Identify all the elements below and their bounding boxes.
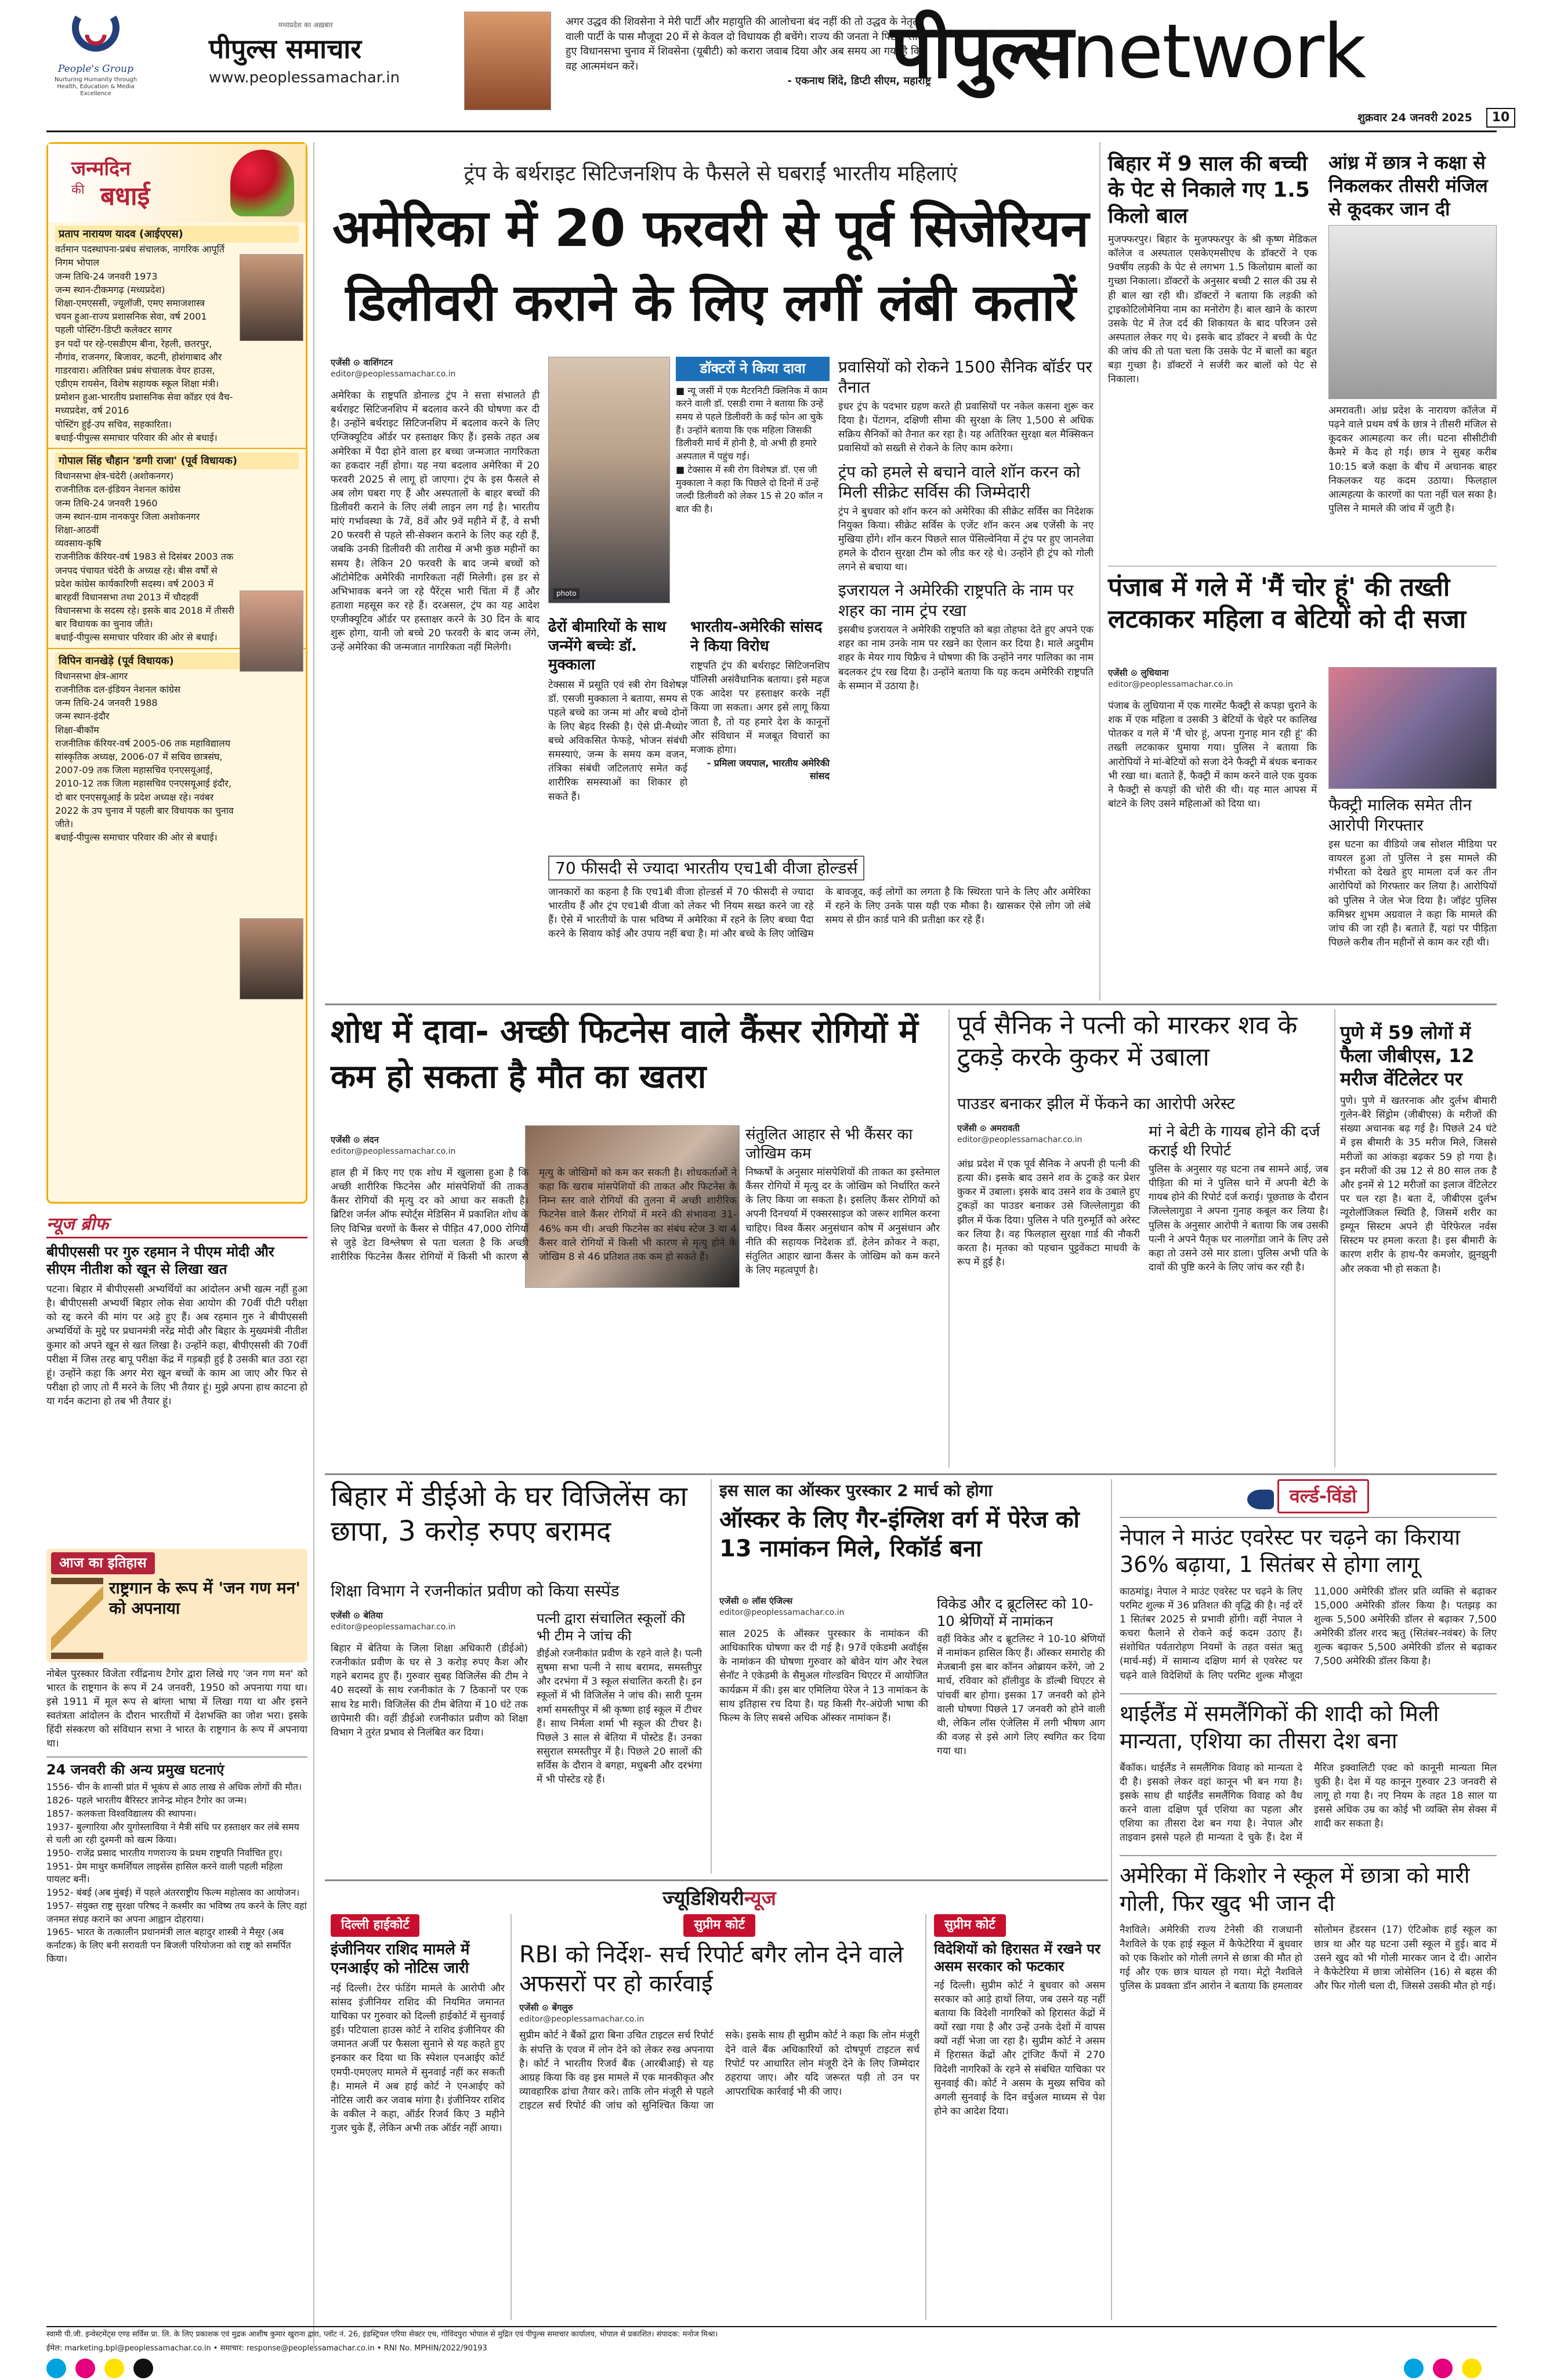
bihar-child-body: मुजफ्फरपुर। बिहार के मुजफ्फरपुर के श्री कृष्ण मेडिकल कॉलेज व अस्पताल एसकेएमसीएच के डॉक्टरों ने एक 9वर्षीय लड़की के पेट से लगभग 1.5 किलोग्राम बालों का गुच्छा निकाला। डॉक्टरों के अनुसार बच्ची 2 साल की उम्र से ही बाल खा रही थी। डॉक्टरों ने बताया कि लड़की को ट्राइकोटिलोमेनिया नाम का मनोरोग है। बाल खाने के कारण उसके पेट में तेज दर्द की शिकायत के बाद परिजन उसे अस्पताल लेकर गए थे। इसके बाद डॉक्टर ने बच्ची के पेट की जांच की तो पता चला कि उसके पेट में बालों का बहुत बड़ा गुच्छा है। डॉक्टरों ने सर्जरी कर बालों को पेट से निकाला। xyxy=(1108,234,1317,386)
history-box xyxy=(46,1549,307,2320)
oscar-wicked-body: वहीं विकेड और द ब्रूटलिस्ट ने 10-10 श्रेणियों में नामांकन हासिल किए हैं। ऑस्कर समारोह की मेजबानी इस बार कॉनन ओब्रायन करेंगे, जो 2 मार्च, रविवार को हॉलीवुड के डॉल्बी थिएटर से पांचवीं बार होगा। इसका 17 जनवरी को होने वाली घोषणा पिछले 17 जनवरी को होने वाली थी, लेकिन लॉस एंजेलिस में लगी भीषण आग की वजह से इसे आगे लिए स्थगित कर दिया गया था। xyxy=(937,1633,1105,1757)
birthday-box xyxy=(46,142,307,1204)
pune-story xyxy=(1340,1021,1497,1468)
quote-text: अगर उद्धव की शिवसेना ने मेरी पार्टी और महायुति की आलोचना बंद नहीं की तो उद्धव के नेतृत्व वाली पार्टी के पास मौजूदा 20 में से केवल दो विधायक ही बचेंगे। राज्य की जनता ने पिछले साल हुए विधानसभा चुनाव में शिवसेना (यूबीटी) को करारा जवाब दिया और अब समय आ गया है कि वह आत्ममंथन करें। xyxy=(566,16,925,73)
pune-body: पुणे। पुणे में खतरनाक और दुर्लभ बीमारी गुलेन-बैरे सिंड्रोम (जीबीएस) के मरीजों की संख्या अचानक बढ़ गई है। पिछले 24 घंटे में इस बीमारी के 35 मरीज मिले, जिससे मरीजों का आंकड़ा बढ़कर 59 हो गया है। इन मरीजों की उम्र 12 से 80 साल तक है और इनमें से 12 मरीजों का इलाज वेंटिलेटर पर चल रहा है। बता दें, जीबीएस दुर्लभ न्यूरोलॉजिकल स्थिति है, जिसमें शरीर का इम्यून सिस्टम अपने ही पेरिफेरल नर्वस सिस्टम पर हमला करता है। इस बीमारी के कारण शरीर के हाथ-पैर कमजोर, झुनझुनी और लकवा भी हो सकता है। xyxy=(1340,1095,1497,1275)
border-column xyxy=(838,357,1094,856)
judiciary-label-pre: ज्यूडिशियरी xyxy=(662,1887,744,1910)
punjab-body: पंजाब के लुधियाना में एक गारमेंट फैक्ट्री से कपड़ा चुराने के शक में एक महिला व उसकी 3 बेटियों के चेहरे पर कालिख पोतकर व गले में 'मैं चोर हूं, अपना गुनाह मान रही हूं' की तख्ती लटकाकर घुमाया गया। पुलिस ने बताया कि आरोपियों ने मां-बेटियों को सजा देने फैक्ट्री में बंधक बनाकर भी रखा था। बताते हैं, फैक्ट्री में काम करने वाले एक युवक ने फैक्ट्री से कपड़ों की चोरी की थी। यह माल आपस में बांटने के लिए उसने महिलाओं को दिया था। xyxy=(1108,700,1317,810)
cancer-byline: एजेंसी ⊙ लंदन xyxy=(331,1135,379,1145)
andhra-headline: आंध्र में छात्र ने कक्षा से निकलकर तीसरी मंजिल से कूदकर जान दी xyxy=(1328,151,1488,220)
person-2-photo xyxy=(240,591,303,672)
deo-school xyxy=(537,1610,702,1874)
everest-headline: नेपाल ने माउंट एवरेस्ट पर चढ़ने का किराया 36% बढ़ाया, 1 सितंबर से होगा लागू xyxy=(1120,1524,1461,1578)
group-tagline: Nurturing Humanity through Health, Education & Media Excellence xyxy=(54,76,137,97)
registration-magenta-right xyxy=(1433,2359,1453,2378)
judiciary-label xyxy=(603,1885,835,1911)
mp-box xyxy=(690,618,830,850)
doctor-body: ■ न्यू जर्सी में एक मैटरनिटी क्लिनिक में काम करने वाली डॉ. एसडी रामा ने बताया कि उन्हें समय से पहले डिलीवरी के कई फोन आ चुके हैं। उन्होंने बताया कि एक महिला जिसकी डिलीवरी मार्च में होनी है, वो अभी ही हमारे अस्पताल में पहुंच गई। ■ टेक्सास में स्त्री रोग विशेषज्ञ डॉ. एस जी मुक्काला ने कहा कि पिछले दो दिनों में उन्हें जल्दी डिलीवरी को लेकर 15 से 20 कॉल न बात की है। xyxy=(676,385,828,515)
person-2-details: विधानसभा क्षेत्र-चंदेरी (अशोकनगर) राजनीतिक दल-इंडियन नेशनल कांग्रेस जन्म तिथि-24 जनवरी 1960 जन्म स्थान-ग्राम नानकपुर जिला अशोकनगर शिक्षा-आठवीं व्यवसाय-कृषि राजनीतिक कॅरियर-वर्ष 1983 से दिसंबर 2003 तक जनपद पंचायत चंदेरी के अध्यक्ष रहे। बीस वर्षों से प्रदेश कांग्रेस कार्यकारिणी सदस्य। वर्ष 2003 में बारहवीं विधानसभा तथा 2013 में चौदहवीं विधानसभा के सदस्य रहे। इसके बाद 2018 में तीसरी बार विधायक का चुनाव जीते। बधाई-पीपुल्स समाचार परिवार की ओर से बधाई। xyxy=(55,470,234,643)
thai-headline: थाईलैंड में समलैंगिकों की शादी को मिली मान्यता, एशिया का तीसरा देश बना xyxy=(1120,1693,1497,1755)
punjab-owner-body: इस घटना का वीडियो जब सोशल मीडिया पर वायरल हुआ तो पुलिस ने इस मामले की गंभीरता को देखते हुए मामला दर्ज कर तीन आरोपियों को गिरफ्तार कर लिया है। आरोपियों को पुलिस ने जेल भेज दिया है। जॉइंट पुलिस कमिश्नर शुभम अग्रवाल ने कहा कि मामले की जांच की जा रही है। बताते हैं, यहां पर पीड़िता पिछले करीब तीन महीनों से काम कर रही थी। xyxy=(1328,839,1497,948)
visa-title: 70 फीसदी से ज्यादा भारतीय एच1बी वीजा होल्डर्स xyxy=(548,856,864,881)
registration-cyan xyxy=(46,2359,66,2378)
punjab-email[interactable]: editor@peoplessamachar.co.in xyxy=(1108,680,1233,689)
section-title-english: network xyxy=(1071,9,1366,95)
person-1-name: प्रताप नारायण यादव (आईएएस) xyxy=(55,226,299,242)
soldier-subhead: पाउडर बनाकर झील में फेंकने का आरोपी अरेस्ट xyxy=(957,1094,1235,1113)
globe-icon xyxy=(1247,1490,1274,1509)
mp-title: भारतीय-अमेरिकी सांसद ने किया विरोध xyxy=(690,618,823,655)
soldier-email[interactable]: editor@peoplessamachar.co.in xyxy=(957,1135,1082,1144)
birthday-title-top: जन्मदिन xyxy=(71,157,131,180)
punjab-byline-block xyxy=(1108,667,1317,695)
punjab-headline: पंजाब में गले में 'मैं चोर हूं' की तख्ती लटकाकर महिला व बेटियों को दी सजा xyxy=(1108,573,1467,634)
oscar-body: साल 2025 के ऑस्कर पुरस्कार के नामांकन की आधिकारिक घोषणा कर दी गई है। 97वें एकेडमी अवॉर्ड्स के नामांकन की घोषणा गुरुवार को बोवेन यांग और रेचल सेनॉट ने एकेडमी के सैमुअल गोल्डविन थिएटर में आयोजित कार्यक्रम में की। इस बार एमिलिया पेरेज ने 13 नामांकन के साथ इतिहास रच दिया है। यह किसी गैर-अंग्रेजी भाषा की फिल्म के लिए सबसे अधिक ऑस्कर नामांकन हैं। xyxy=(719,1628,928,1724)
delhi-body: नई दिल्ली। टेरर फंडिंग मामले के आरोपी और सांसद इंजीनियर राशिद की नियमित जमानत याचिका पर गुरुवार को दिल्ली हाईकोर्ट में सुनवाई हुई। पटियाला हाउस कोर्ट ने राशिद इंजीनियर की जमानत अर्जी पर फैसला सुनाने से यह कहते हुए इनकार कर दिया था कि स्पेशल एनआईए कोर्ट एमपी-एमएलए मामले में सुनवाई नहीं कर सकती है। मामले में अब हाई कोर्ट ने एनआईए को नोटिस जारी कर जवाब मांगा है। इंजीनियर राशिद के वकील ने कहा, ऑर्डर रिजर्व किए 3 महीने गुजर चुके हैं, लेकिन अभी तक ऑर्डर नहीं आया। xyxy=(331,1982,505,2135)
sc-byline: एजेंसी ⊙ बेंगलुरु xyxy=(519,2002,573,2013)
paper-name: पीपुल्स समाचार xyxy=(209,32,362,64)
footer-imprint: स्वामी पी.जी. इन्वेस्टमेंट्स एण्ड सर्विस प्रा. लि. के लिए प्रकाशक एवं मुद्रक आशीष कुमार खुराना द्वारा, प्लॉट नं. 26, इंडस्ट्रियल एरिया सेक्टर एच, गोविंदपुरा भोपाल से मुद्रित एवं पीपुल्स समाचार कार्यालय, भोपाल से प्रकाशित। संपादक: मनोज मिश्रा। xyxy=(46,2330,718,2339)
paper-website[interactable]: www.peoplessamachar.in xyxy=(209,69,400,87)
peoples-group-logo xyxy=(52,12,139,110)
sc-tag: सुप्रीम कोर्ट xyxy=(683,1914,755,1937)
cctv-photo xyxy=(1328,225,1497,399)
news-brief-label: न्यूज ब्रीफ xyxy=(46,1212,307,1238)
lead-email[interactable]: editor@peoplessamachar.co.in xyxy=(331,370,456,379)
soldier-mother xyxy=(1149,1122,1328,1468)
history-other-body: 1556- चीन के शान्सी प्रांत में भूकंप से आठ लाख से अधिक लोगों की मौत। 1826- पहले भारतीय बैरिस्टर ज्ञानेन्द्र मोहन टैगोर का जन्म। 1857- कलकत्ता विश्वविद्यालय की स्थापना। 1937- बुल्गारिया और युगोस्लाविया ने मैत्री संधि पर हस्ताक्षर कर लंबे समय से चली आ रही दुश्मनी को खत्म किया। 1950- राजेंद्र प्रसाद भारतीय गणराज्य के प्रथम राष्ट्रपति निर्वाचित हुए। 1951- प्रेम माथुर कमर्शियल लाइसेंस हासिल करने वाली पहली महिला पायलट बनीं। 1952- बंबई (अब मुंबई) में पहले अंतरराष्ट्रीय फिल्म महोत्सव का आयोजन। 1957- संयुक्त राष्ट्र सुरक्षा परिषद ने कश्मीर का भविष्य तय करने के लिए वहां जनमत संग्रह कराने का अपना आह्वान दोहराया। 1965- भारत के तत्कालीन प्रधानमंत्री लाल बहादुर शास्त्री ने मैसूर (अब कर्नाटक) के लिए बनी सरावती पन बिजली परियोजना को राष्ट्र को समर्पित किया। xyxy=(46,1781,307,1964)
israel-title: इजरायल ने अमेरिकी राष्ट्रपति के नाम पर शहर का नाम ट्रंप रखा xyxy=(838,581,1074,621)
oscar-wicked-title: विकेड और द ब्रूटलिस्ट को 10-10 श्रेणियों में नामांकन xyxy=(937,1596,1094,1629)
oscar-wicked xyxy=(937,1595,1105,1874)
deo-email[interactable]: editor@peoplessamachar.co.in xyxy=(331,1622,456,1632)
sc2-story xyxy=(934,1914,1105,2320)
doctor-box xyxy=(676,357,830,603)
soldier-body: आंध्र प्रदेश में एक पूर्व सैनिक ने अपनी ही पत्नी की हत्या की। इसके बाद उसने शव के टुकड़े कर प्रेशर कुकर में उबाला। इसके बाद उसने शव के उबाले हुए टुकड़ों का पाउडर बनाकर उसे जिल्लेलागुडा की झील में फेंक दिया। पुलिस ने पति गुरुमूर्ति को अरेस्ट कर लिया है। वह फिलहाल सुरक्षा गार्ड की नौकरी करता है। मृतका को पहचान पुट्टवेंकटा माधवी के रूप में हुई है। xyxy=(957,1158,1140,1268)
andhra-body: अमरावती। आंध्र प्रदेश के नारायण कॉलेज में पढ़ने वाले प्रथम वर्ष के छात्र ने तीसरी मंजिल से कूदकर आत्महत्या कर ली। घटना सीसीटीवी कैमरे में कैद हो गई। छात्र ने सुबह करीब 10:15 बजे कक्षा के बीच में अचानक बाहर निकलकर यह कदम उठाया। फिलहाल आत्महत्या के कारणों का पता नहीं चल सका है। पुलिस ने मामले की जांच में जुटी है। xyxy=(1328,405,1497,515)
oscar-kicker: इस साल का ऑस्कर पुरस्कार 2 मार्च को होगा xyxy=(719,1481,993,1500)
lead-byline: एजेंसी ⊙ वाशिंगटन xyxy=(331,357,393,368)
person-1-photo xyxy=(240,254,303,341)
hourglass-icon xyxy=(51,1578,103,1659)
judiciary-label-post: न्यूज xyxy=(744,1887,776,1910)
date-line: शुक्रवार 24 जनवरी 2025 xyxy=(1357,111,1472,124)
oscar-email[interactable]: editor@peoplessamachar.co.in xyxy=(719,1608,845,1617)
world-window xyxy=(1120,1479,1497,2320)
soldier-byline-block xyxy=(957,1122,1140,1151)
cancer-body: हाल ही में किए गए एक शोध में खुलासा हुआ है कि अच्छी शारीरिक फिटनेस और मांसपेशियों की ताकत कैंसर रोगियों की मृत्यु दर को आधा कर सकती है। ब्रिटिश जर्नल ऑफ स्पोर्ट्स मेडिसिन में प्रकाशित शोध के लिए विभिन्न चरणों के कैंसर से पीड़ित 47,000 रोगियों से जुड़े डेटा विश्लेषण से पता चलता है कि अच्छी शारीरिक फिटनेस कैंसर रोगियों में किसी भी कारण से मृत्यु के जोखिमों को कम कर सकती है। शोधकर्ताओं ने कहा कि खराब मांसपेशियों की ताकत और फिटनेस के निम्न स्तर वाले रोगियों की तुलना में अच्छी शारीरिक फिटनेस वाले कैंसर रोगियों में मरने की संभावना 31-46% कम थी। अच्छी फिटनेस का संबंध स्टेज 3 या 4 कैंसर वाले रोगियों में किसी भी कारण से मृत्यु होने के जोखिम 8 से 46 प्रतिशत तक कम हो सकते हैं। xyxy=(331,1167,737,1263)
disease-box xyxy=(548,618,687,850)
thai-body: बैंकॉक। थाईलैंड ने समलैंगिक विवाह को मान्यता दे दी है। इसको लेकर वहां कानून भी बन गया है। इसके साथ ही थाईलैंड समलैंगिक विवाह को वैध करने वाला दक्षिण पूर्व एशिया का पहला और एशिया का तीसरा देश बन गया है। नेपाल और ताइवान इससे पहले ही मान्यता दे चुके हैं। देश में मैरिज इक्वालिटी एक्ट को कानूनी मान्यता मिल चुकी है। देश में यह कानून गुरुवार 23 जनवरी से लागू हो गया है। नए नियम के तहत 18 साल या इससे अधिक उम्र का कोई भी व्यक्ति सेम सेक्स में शादी कर सकता है। xyxy=(1120,1762,1497,1844)
registration-black xyxy=(133,2359,153,2378)
pregnant-woman-photo: photo xyxy=(548,357,670,603)
diet-box xyxy=(745,1125,940,1468)
us-headline: अमेरिका में किशोर ने स्कूल में छात्रा को मारी गोली, फिर खुद भी जान दी xyxy=(1120,1855,1497,1917)
sc2-body: नई दिल्ली। सुप्रीम कोर्ट ने बुधवार को असम सरकार को आड़े हाथों लिया, जब उसने यह नहीं बताया कि विदेशी नागरिकों को हिरासत केंद्रों में क्यों रखा गया है और उन्हें उनके देशों में वापस क्यों नहीं भेजा जा रहा है। सुप्रीम कोर्ट ने असम में हिरासत केंद्रों और ट्रांजिट कैंपों में 270 विदेशी नागरिकों के रहने से संबंधित याचिका पर सुनवाई की। कोर्ट ने असम के मुख्य सचिव को अगली सुनवाई के दिन वर्चुअल माध्यम से पेश होने का आदेश दिया। xyxy=(934,1979,1105,2117)
registration-cyan-right xyxy=(1404,2359,1424,2378)
history-label: आज का इतिहास xyxy=(51,1552,155,1574)
visa-box xyxy=(548,856,1091,995)
horseshoe-logo-icon xyxy=(64,12,128,58)
visa-body: जानकारों का कहना है कि एच1बी वीजा होल्डर्स में 70 फीसदी से ज्यादा भारतीय हैं और ट्रंप एच1बी वीजा को लेकर भी नियम सख्त करने जा रहे हैं। ऐसे में भारतीयों के पास भविष्य में अमेरिका में रहने के लिए बच्चा पैदा करने के सिवाय कोई और उपाय नहीं बचा है। मां और बच्चे के लिए जोखिम के बावजूद, कई लोगों का लगता है कि स्थिरता पाने के लिए और अमेरिका में रहने के लिए उनके पास यही एक मौका है। खासकर ऐसे लोग जो लंबे समय से ग्रीन कार्ड पाने की प्रतीक्षा कर रहे हैं। xyxy=(548,886,1091,940)
deo-headline: बिहार में डीईओ के घर विजिलेंस का छापा, 3 करोड़ रुपए बरामद xyxy=(331,1480,687,1548)
news-brief-body: पटना। बिहार में बीपीएससी अभ्यर्थियों का आंदोलन अभी खत्म नहीं हुआ है। बीपीएससी अभ्यर्थी बिहार लोक सेवा आयोग की 70वीं पीटी परीक्षा को रद्द करने की मांग पर अड़े हुए हैं। अब रहमान गुरु ने बीपीएससी अभ्यर्थियों के मुद्दे पर प्रधानमंत्री नरेंद्र मोदी और बिहार के मुख्यमंत्री नीतीश कुमार को अपने खून से खत लिखा है। उन्होंने कहा, बीपीएससी की 70वीं परीक्षा में जिस तरह बापू परीक्षा केंद्र में गड़बड़ी हुई है उसकी बात उठा रहा हूं। उन्होंने कहा कि अगर मेरा खून बच्चों के काम आ जाए और फिर से परीक्षा हो जाए तो मैं मरने के लिए भी तैयार हूं। मुझे अपना हाथ काटना हो या गर्दन कटाना हो तब भी तैयार हूं। xyxy=(46,1284,307,1407)
punjab-byline: एजेंसी ⊙ लुधियाना xyxy=(1108,668,1169,678)
punjab-owner xyxy=(1328,795,1497,1004)
bihar-child-headline: बिहार में 9 साल की बच्ची के पेट से निकाले गए 1.5 किलो बाल xyxy=(1108,152,1310,228)
person-3-name: विपिन वानखेड़े (पूर्व विधायक) xyxy=(55,653,299,669)
cancer-byline-block xyxy=(331,1134,522,1163)
lead-byline-block xyxy=(331,357,540,386)
flower-basket-icon xyxy=(230,150,294,216)
registration-magenta xyxy=(75,2359,95,2378)
delhi-tag: दिल्ली हाईकोर्ट xyxy=(331,1914,419,1937)
paper-name-block xyxy=(209,20,470,107)
border-title: प्रवासियों को रोकने 1500 सैनिक बॉर्डर पर तैनात xyxy=(838,357,1092,397)
everest-body: काठमांडू। नेपाल ने माउंट एवरेस्ट पर चढ़ने के लिए परमिट शुल्क में 36 प्रतिशत की वृद्धि की है। नई दरें 1 सितंबर 2025 से प्रभावी होंगी। वहीं नेपाल ने कचरा फैलाने से रोकने कई कदम उठाए हैं। संशोधित पर्वतारोहण नियमों के तहत वसंत ऋतु (मार्च-मई) में सामान्य दक्षिण मार्ग से एवरेस्ट पर चढ़ने वाले विदेशियों के लिए परमिट शुल्क मौजूदा 11,000 अमेरिकी डॉलर प्रति व्यक्ति से बढ़ाकर 15,000 अमेरिकी डॉलर किया है। पतझड़ का शुल्क 5,500 अमेरिकी डॉलर से बढ़ाकर 7,500 अमेरिकी डॉलर शरद ऋतु (सितंबर-नवंबर) के लिए शुल्क बढ़ाकर 5,500 अमेरिकी डॉलर से बढ़ाकर 7,500 अमेरिकी डॉलर किया है। xyxy=(1120,1585,1497,1682)
sc-email[interactable]: editor@peoplessamachar.co.in xyxy=(519,2014,645,2024)
mp-author: - प्रमिला जयपाल, भारतीय अमेरिकी सांसद xyxy=(707,757,830,782)
history-body: नोबेल पुरस्कार विजेता रवींद्रनाथ टैगोर द्वारा लिखे गए 'जन गण मन' को भारत के राष्ट्रगान के रूप में 24 जनवरी, 1950 को अपनाया गया था। इसे 1911 में मूल रूप से बांग्ला भाषा में लिखा गया था और इसने स्वतंत्रता आंदोलन के दौरान भारतीयों में देशभक्ति का जोश भरा। इसके हिंदी संस्करण को संविधान सभा ने भारत के राष्ट्रगान के रूप में अपनाया था। xyxy=(46,1668,307,1750)
history-headline: राष्ट्रगान के रूप में 'जन गण मन' को अपनाया xyxy=(109,1578,300,1618)
secret-body: ट्रंप ने बुधवार को शॉन करन को अमेरिका की सीक्रेट सर्विस का निदेशक नियुक्त किया। सीक्रेट सर्विस के एजेंट शॉन करन अब एजेंसी के नए मुखिया होंगे। शॉन करन पिछले साल पेंसिल्वेनिया में ट्रंप पर हुए जानलेवा हमले के दौरान सुरक्षा टीम को लीड कर रहे थे। उन्होंने ही ट्रंप को गोली लगने से बचाया था। xyxy=(838,505,1094,573)
quote-block xyxy=(566,15,931,116)
registration-yellow xyxy=(104,2359,124,2378)
group-name: People's Group xyxy=(58,63,133,75)
sc-body: सुप्रीम कोर्ट ने बैंकों द्वारा बिना उचित टाइटल सर्च रिपोर्ट के संपत्ति के एवज में लोन देने को लेकर रुख अपनाया है। कोर्ट ने भारतीय रिजर्व बैंक (आरबीआई) से यह आग्रह किया कि वह इस मामले में एक मानकीकृत और व्यावहारिक ढांचा तैयार करे। ताकि लोन मंजूरी से पहले टाइटल सर्च रिपोर्ट की जांच को सुनिश्चित किया जा सके। इसके साथ ही सुप्रीम कोर्ट ने कहा कि लोन मंजूरी देने वाले बैंक अधिकारियों को दोषपूर्ण टाइटल सर्च रिपोर्ट पर आधारित लोन मंजूरी देने के लिए जिम्मेदार ठहराया जाए। और यदि जरूरत पड़ी तो उन पर आपराधिक कार्रवाई भी की जाए। xyxy=(519,2030,919,2112)
deo-subhead: शिक्षा विभाग ने रजनीकांत प्रवीण को किया सस्पेंड xyxy=(331,1581,620,1600)
sc2-tag: सुप्रीम कोर्ट xyxy=(934,1914,1006,1937)
mp-body: राष्ट्रपति ट्रंप की बर्थराइट सिटिजनशिप पॉलिसी असंवैधानिक बताया। इसे महज एक आदेश पर हस्ताक्षर करके नहीं किया जा सकता। अगर इसे लागू किया जाता है, तो यह हमारे देश के कानूनों और संविधान में मजबूत विचारों का मजाक होगा। xyxy=(690,660,830,756)
sc-story xyxy=(519,1914,919,2320)
bihar-child-story xyxy=(1108,151,1317,632)
border-body: इधर ट्रंप के पदभार ग्रहण करते ही प्रवासियों पर नकेल कसना शुरू कर दिया है। पेंटागन, दक्षिणी सीमा की सुरक्षा के लिए 1,500 से अधिक सक्रिय सैनिकों को तैनात कर रहा है। यह अतिरिक्त सुरक्षा बल मैक्सिकन प्रवासियों को सख्ती से रोकने के लिए काम करेगा। xyxy=(838,401,1094,455)
birthday-title-ki: की xyxy=(71,183,85,197)
punjab-owner-title: फैक्ट्री मालिक समेत तीन आरोपी गिरफ्तार xyxy=(1328,795,1472,835)
diet-title: संतुलित आहार से भी कैंसर का जोखिम कम xyxy=(745,1126,913,1162)
oscar-headline: ऑस्कर के लिए गैर-इंग्लिश वर्ग में पेरेज को 13 नामांकन मिले, रिकॉर्ड बना xyxy=(719,1506,1080,1562)
registration-yellow-right xyxy=(1462,2359,1482,2378)
disease-body: टेक्सास में प्रसूति एवं स्त्री रोग विशेषज्ञ डॉ. एसजी मुक्काला ने बताया, समय से पहले बच्चे का जन्म मां और बच्चे दोनों के लिए बेहद रिस्की है। ऐसे प्री-मैच्योर बच्चे अविकसित फेफड़े, भोजन संबंधी समस्याएं, जन्म के समय कम वजन, तंत्रिका संबंधी जटिलताएं समेत कई शारीरिक समस्याओं का शिकार हो सकते हैं। xyxy=(548,679,687,803)
world-label: वर्ल्ड-विंडो xyxy=(1277,1479,1369,1513)
us-body: नैशविले। अमेरिकी राज्य टेनेसी की राजधानी नैशविले के एक हाई स्कूल में कैफेटेरिया में बुधवार को एक किशोर को गोली लगने से छात्रा की मौत हो गई और एक छात्र घायल हो गया। मेट्रो नैशविले पुलिस के प्रवक्ता डॉन आरोन ने बताया कि हमलावर सोलोमन हेंडरसन (17) एंटिओक हाई स्कूल का छात्र था और यह घटना उसी स्कूल में हुई। बाद में उसने खुद को भी गोली मारकर जान दे दी। आरोन ने कैफेटेरिया में छात्रा जोसेलिन (16) से बहस की और फिर गोली चला दी, जिससे उसकी मौत हो गई। xyxy=(1120,1924,1497,1992)
delhi-headline: इंजीनियर राशिद मामले में एनआईए को नोटिस जारी xyxy=(331,1940,470,1977)
sc2-headline: विदेशियों को हिरासत में रखने पर असम सरकार को फटकार xyxy=(934,1940,1100,1975)
punjab-photo xyxy=(1328,667,1497,789)
diet-body: निष्कर्षों के अनुसार मांसपेशियों की ताकत का इस्तेमाल कैंसर रोगियों में मृत्यु दर के जोखिम को निर्धारित करने के लिए किया जा सकता है। इसलिए कैंसर रोगियों को अपनी दिनचर्या में एक्सरसाइज को जरूर शामिल करना चाहिए। विश्व कैंसर अनुसंधान कोष में अनुसंधान और नीति की सहायक निदेशक डॉ. हेलेन क्रोकर ने कहा, संतुलित आहार खाना कैंसर के जोखिम को कम करने के लिए महत्वपूर्ण है। xyxy=(745,1167,940,1276)
andhra-story xyxy=(1328,151,1497,632)
paper-small: मध्यप्रदेश का अख़बार xyxy=(278,21,333,29)
shinde-photo xyxy=(464,12,551,110)
birthday-title-bottom: बधाई xyxy=(100,182,150,211)
soldier-headline: पूर्व सैनिक ने पत्नी को मारकर शव के टुकड़े करके कुकर में उबाला xyxy=(957,1010,1298,1072)
lead-headline: अमेरिका में 20 फरवरी से पूर्व सिजेरियन डिलीवरी कराने के लिए लगीं लंबी कतारें xyxy=(332,198,1089,332)
news-brief xyxy=(46,1212,307,1543)
pune-headline: पुणे में 59 लोगों में फैला जीबीएस, 12 मरीज वेंटिलेटर पर xyxy=(1340,1021,1475,1090)
doctor-tag: डॉक्टरों ने किया दावा xyxy=(676,357,830,381)
cancer-headline: शोध में दावा- अच्छी फिटनेस वाले कैंसर रोगियों में कम हो सकता है मौत का खतरा xyxy=(331,1013,918,1096)
oscar-byline: एजेंसी ⊙ लॉस एंजिल्स xyxy=(719,1596,793,1606)
quote-author: - एकनाथ शिंदे, डिप्टी सीएम, महाराष्ट्र xyxy=(787,75,931,88)
deo-byline-block xyxy=(331,1610,528,1639)
section-title-hindi: पीपुल्स xyxy=(890,9,1072,95)
section-title xyxy=(890,0,1505,93)
news-brief-headline: बीपीएससी पर गुरु रहमान ने पीएम मोदी और सीएम नीतीश को खून से लिखा खत xyxy=(46,1244,274,1277)
soldier-mother-body: पुलिस के अनुसार यह घटना तब सामने आई, जब पीड़िता की मां ने पुलिस थाने में अपनी बेटी के गायब होने की रिपोर्ट दर्ज कराई। पूछताछ के दौरान जिल्लेलागुडा ने अपना गुनाह कबूल कर लिया है। पुलिस के अनुसार आरोपी ने बताया कि जब उसकी पत्नी ने अपने पैतृक घर नालगोंडा जाने के लिए उसे कहा तो उसने उसे मार डाला। पुलिस अभी पति के दावों की पुष्टि करने के लिए जांच कर रही है। xyxy=(1149,1164,1328,1273)
deo-body: बिहार में बेतिया के जिला शिक्षा अधिकारी (डीईओ) रजनीकांत प्रवीण के घर से 3 करोड़ रुपए कैश और गहने बरामद हुए हैं। गुरुवार सुबह विजिलेंस की टीम ने 40 सदस्यों के साथ रजनीकांत के 7 ठिकानों पर एक साथ रेड मारी। विजिलेंस की टीम बेतिया में 10 घंटे तक छापेमारी की। वहीं डीईओ रजनीकांत प्रवीण को शिक्षा विभाग ने तुरंत प्रभाव से निलंबित कर दिया। xyxy=(331,1643,528,1738)
oscar-byline-block xyxy=(719,1595,928,1624)
deo-school-title: पत्नी द्वारा संचालित स्कूलों की भी टीम ने जांच की xyxy=(537,1610,685,1644)
person-3-photo xyxy=(240,918,303,999)
lead-kicker: ट्रंप के बर्थराइट सिटिजनशिप के फैसले से घबराईं भारतीय महिलाएं xyxy=(464,162,958,186)
lead-body: अमेरिका के राष्ट्रपति डोनाल्ड ट्रंप ने सत्ता संभालते ही बर्थराइट सिटिजनशिप में बदलाव करने की घोषणा कर दी है। उन्होंने बर्थराइट सिटिजनशिप में बदलाव करने के लिए एग्जिक्यूटिव ऑर्डर पर हस्ताक्षर किए हैं। इसके तहत अब अमेरिका में पैदा होने वाला हर बच्चा जन्मजात नागरिकता का हकदार नहीं होगा। यह नया बदलाव अमेरिका में 20 फरवरी 2025 से लागू हो जाएगा। ट्रंप के इस फैसले से अब लोग घबरा गए हैं और अस्पतालों के बाहर बच्चों की डिलीवरी कराने के लिए लंबी लाइन लग गई है। भारतीय मांएं गर्भावस्था के 7वें, 8वें और 9वें महीने में हैं, वे सभी 20 फरवरी से पहले सी-सेक्शन कराने के लिए कह रही हैं, जबकि उनकी डिलीवरी की तारीख में अभी कुछ महीनों का समय है। लेकिन 20 फरवरी के बाद जन्मे बच्चों को ऑटोमेटिक अमेरिकी नागरिकता नहीं मिलेगी। इस डर से अभिभावक बनने जा रहे पैरेंट्स भारी चिंता में हैं और हताशा महसूस कर रहे हैं। दरअसल, ट्रंप का यह आदेश एग्जीक्यूटिव ऑर्डर पर हस्ताक्षर करने के 30 दिन के बाद शुरू होगा, यानी जो बच्चे 20 फरवरी के बाद जन्म लेंगे, उन्हें अमेरिका की जन्मजात नागरिकता नहीं मिलेगी। xyxy=(331,390,540,654)
person-1-details: वर्तमान पदस्थापना-प्रबंध संचालक, नागरिक आपूर्ति निगम भोपाल जन्म तिथि-24 जनवरी 1973 जन्म स्थान-टीकमगढ़ (मध्यप्रदेश) शिक्षा-एमएससी, ज्यूलॉजी, एमए समाजशास्त्र चयन हुआ-राज्य प्रशासनिक सेवा, वर्ष 2001 पहली पोस्टिंग-डिप्टी कलेक्टर सागर इन पदों पर रहे-एसडीएम बीना, रेहली, छतरपुर, नौगांव, राजनगर, बिजावर, कटनी, होशंगाबाद और गाडरवारा। अतिरिक्त प्रबंध संचालक वेयर हाउस, एडीएम रायसेन, विशेष सहायक स्कूल शिक्षा मंत्री। प्रमोशन हुआ-भारतीय प्रशासनिक सेवा कॉडर एवं वैच-मध्यप्रदेश, वर्ष 2016 पोस्टिंग हुई-उप सचिव, सहकारिता। बधाई-पीपुल्स समाचार परिवार की ओर से बधाई। xyxy=(55,244,233,443)
person-3-details: विधानसभा क्षेत्र-आगर राजनीतिक दल-इंडियन नेशनल कांग्रेस जन्म तिथि-24 जनवरी 1988 जन्म स्थान-इंदौर शिक्षा-बीकॉम राजनीतिक कॅरियर-वर्ष 2005-06 तक महाविद्यालय सांस्कृतिक अध्यक्ष, 2006-07 में सचिव छात्रसंघ, 2007-09 तक जिला महासचिव एनएसयूआई, 2010-12 तक जिला महासचिव एनएसयूआई इंदौर, दो बार एनएसयूआई के प्रदेश अध्यक्ष रहे। नवंबर 2022 के उप चुनाव में पहली बार विधायक का चुनाव जीते। बधाई-पीपुल्स समाचार परिवार की ओर से बधाई। xyxy=(55,670,234,843)
deo-byline: एजेंसी ⊙ बेतिया xyxy=(331,1610,383,1621)
secret-title: ट्रंप को हमले से बचाने वाले शॉन करन को मिली सीक्रेट सर्विस की जिम्मेदारी xyxy=(838,462,1080,502)
cancer-email[interactable]: editor@peoplessamachar.co.in xyxy=(331,1147,456,1156)
sc-headline: RBI को निर्देश- सर्च रिपोर्ट बगैर लोन देने वाले अफसरों पर हो कार्रवाई xyxy=(519,1941,904,1997)
deo-school-body: डीईओ रजनीकांत प्रवीण के रहने वाले है। पत्नी सुषमा सभा पत्नी ने साथ बरामद, समस्तीपुर और दरभंगा में 3 स्कूल संचालित करती है। इन स्कूलों में भी विजिलेंस ने जांच की। सारी पूनम शर्मा समस्तीपुर में श्री कृष्णा हाई स्कूल में टीचर हैं। साथ निर्मला शर्मा भी स्कूल की टीचर है। पिछले 3 साल से बेतिया में पोस्टेड हैं। उनका ससुराल समस्तीपुर में है। पिछले 20 सालों की सर्विस के दौरान वे बगहा, मधुबनी और दरभंगा में भी पोस्टेड रहे हैं। xyxy=(537,1648,702,1786)
disease-title: ढेरों बीमारियों के साथ जन्मेंगे बच्चेः डॉ. मुक्काला xyxy=(548,618,667,673)
history-other-title: 24 जनवरी की अन्य प्रमुख घटनाएं xyxy=(46,1756,307,1778)
page-number: 10 xyxy=(1486,108,1515,128)
soldier-byline: एजेंसी ⊙ अमरावती xyxy=(957,1123,1020,1133)
person-2-name: गोपाल सिंह चौहान 'डग्गी राजा' (पूर्व विधायक) xyxy=(55,452,299,469)
soldier-mother-title: मां ने बेटी के गायब होने की दर्ज कराई थी रिपोर्ट xyxy=(1149,1123,1320,1160)
delhi-hc xyxy=(331,1914,505,2320)
footer-contact[interactable]: ईमेल: marketing.bpl@peoplessamachar.co.in • समाचार: response@peoplessamachar.co.in • RNI No. MPHIN/2022/90193 xyxy=(46,2344,487,2353)
israel-body: इसबीच इजरायल ने अमेरिकी राष्ट्रपति को बड़ा तोहफा देते हुए अपने एक शहर का नाम उनके नाम पर रखने का ऐलान कर दिया है। माले अदुमीम शहर के मेयर गाय यिफ्रैच ने घोषणा की कि उन्होंने नगर पालिका का नाम बदलकर ट्रंप रख दिया है। उन्होंने बताया कि यह कदम अमेरिकी राष्ट्रपति के सम्मान में उठाया है। xyxy=(838,624,1094,692)
